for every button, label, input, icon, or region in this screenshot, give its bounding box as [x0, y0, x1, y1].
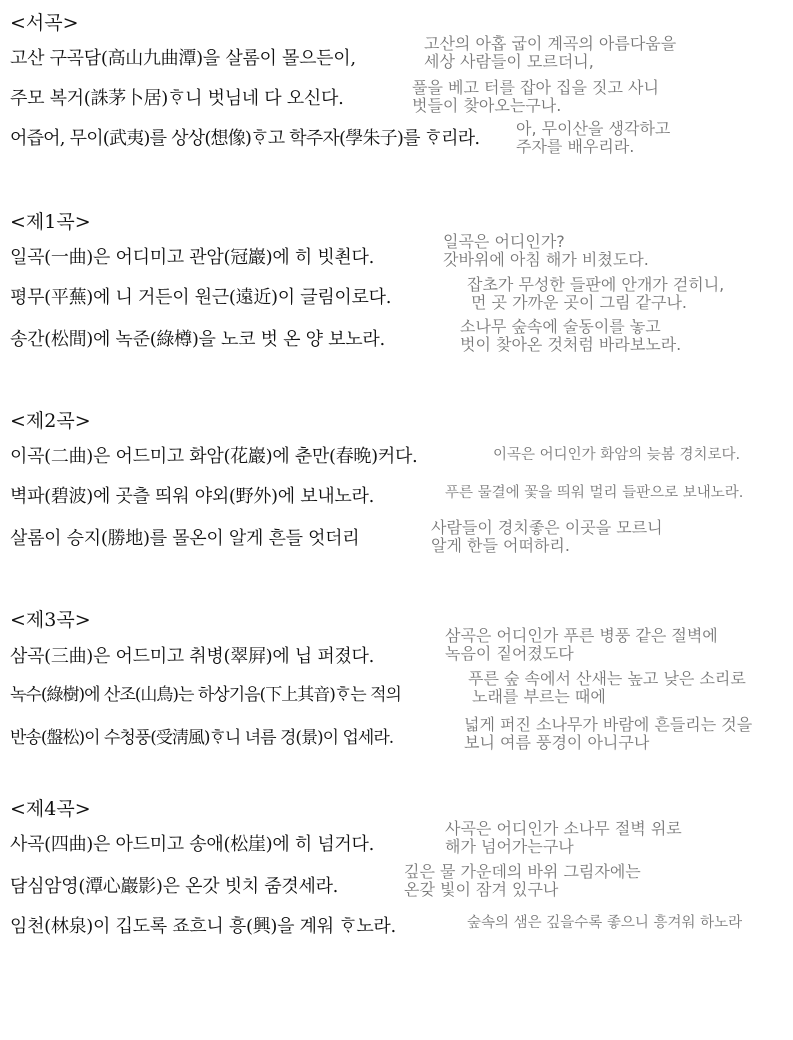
poem-line-original: 반송(盤松)이 수청풍(受淸風)ᄒᆞ니 녀름 경(景)이 업세라.	[10, 728, 394, 748]
poem-line-translation: 넓게 퍼진 소나무가 바람에 흔들리는 것을 보니 여름 풍경이 아니구나	[464, 715, 753, 752]
section-heading-prologue: <서곡>	[10, 12, 79, 34]
poem-line-original: 이곡(二曲)은 어드미고 화암(花巖)에 춘만(春晩)커다.	[10, 446, 418, 467]
poem-line-original: 담심암영(潭心巖影)은 온갓 빗치 줌겻세라.	[10, 876, 339, 897]
section-heading-verse-4: <제4곡>	[10, 798, 91, 820]
poem-line-original: 고산 구곡담(高山九曲潭)을 살롬이 몰으든이,	[10, 48, 356, 69]
poem-line-translation: 깊은 물 가운데의 바위 그림자에는 온갖 빛이 잠겨 있구나	[404, 862, 641, 899]
poem-line-translation: 푸른 물결에 꽃을 띄워 멀리 들판으로 보내노라.	[445, 485, 744, 501]
poem-line-original: 삼곡(三曲)은 어드미고 취병(翠屛)에 닙 퍼졌다.	[10, 646, 375, 667]
poem-line-translation: 푸른 숲 속에서 산새는 높고 낮은 소리로 노래를 부르는 때에	[468, 669, 746, 706]
poem-line-original: 일곡(一曲)은 어디미고 관암(冠巖)에 히 빗쵠다.	[10, 247, 375, 268]
poem-line-translation: 사람들이 경치좋은 이곳을 모르니 알게 한들 어떠하리.	[431, 518, 663, 555]
poem-line-original: 평무(平蕪)에 니 거든이 원근(遠近)이 글림이로다.	[10, 287, 392, 308]
poem-line-original: 벽파(碧波)에 곳츨 띄워 야외(野外)에 보내노라.	[10, 486, 375, 507]
poem-line-translation: 일곡은 어디인가? 갓바위에 아침 해가 비쳤도다.	[443, 232, 649, 269]
poem-line-original: 주모 복거(誅茅卜居)ᄒᆞ니 벗님네 다 오신다.	[10, 88, 344, 109]
section-heading-verse-2: <제2곡>	[10, 410, 91, 432]
poem-line-original: 임천(林泉)이 깁도록 죠흐니 흥(興)을 계워 ᄒᆞ노라.	[10, 916, 396, 937]
poem-line-original: 사곡(四曲)은 아드미고 송애(松崖)에 히 넘거다.	[10, 834, 375, 855]
poem-line-original: 송간(松間)에 녹준(綠樽)을 노코 벗 온 양 보노라.	[10, 329, 385, 350]
section-heading-verse-3: <제3곡>	[10, 609, 91, 631]
poem-line-translation: 소나무 숲속에 술동이를 놓고 벗이 찾아온 것처럼 바라보노라.	[460, 317, 682, 354]
poem-line-original: 살롬이 승지(勝地)를 몰온이 알게 흔들 엇더리	[10, 528, 360, 549]
poem-line-translation: 숲속의 샘은 깊을수록 좋으니 흥겨워 하노라	[467, 915, 743, 931]
poem-line-translation: 잡초가 무성한 들판에 안개가 걷히니, 먼 곳 가까운 곳이 그림 같구나.	[467, 275, 725, 312]
poem-line-original: 녹수(綠樹)에 산조(山鳥)는 하상기음(下上其音)ᄒᆞ는 적의	[10, 685, 401, 705]
poem-line-translation: 고산의 아홉 굽이 계곡의 아름다움을 세상 사람들이 모르더니,	[424, 34, 677, 71]
section-heading-verse-1: <제1곡>	[10, 211, 91, 233]
poem-line-original: 어즙어, 무이(武夷)를 상상(想像)ᄒᆞ고 학주자(學朱子)를 ᄒᆞ리라.	[10, 128, 480, 149]
poem-line-translation: 삼곡은 어디인가 푸른 병풍 같은 절벽에 녹음이 짙어졌도다	[445, 626, 718, 663]
poem-line-translation: 풀을 베고 터를 잡아 집을 짓고 사니 벗들이 찾아오는구나.	[412, 78, 659, 115]
poem-line-translation: 이곡은 어디인가 화암의 늦봄 경치로다.	[493, 447, 741, 463]
poem-line-translation: 아, 무이산을 생각하고 주자를 배우리라.	[516, 119, 671, 156]
poem-line-translation: 사곡은 어디인가 소나무 절벽 위로 해가 넘어가는구나	[445, 819, 682, 856]
